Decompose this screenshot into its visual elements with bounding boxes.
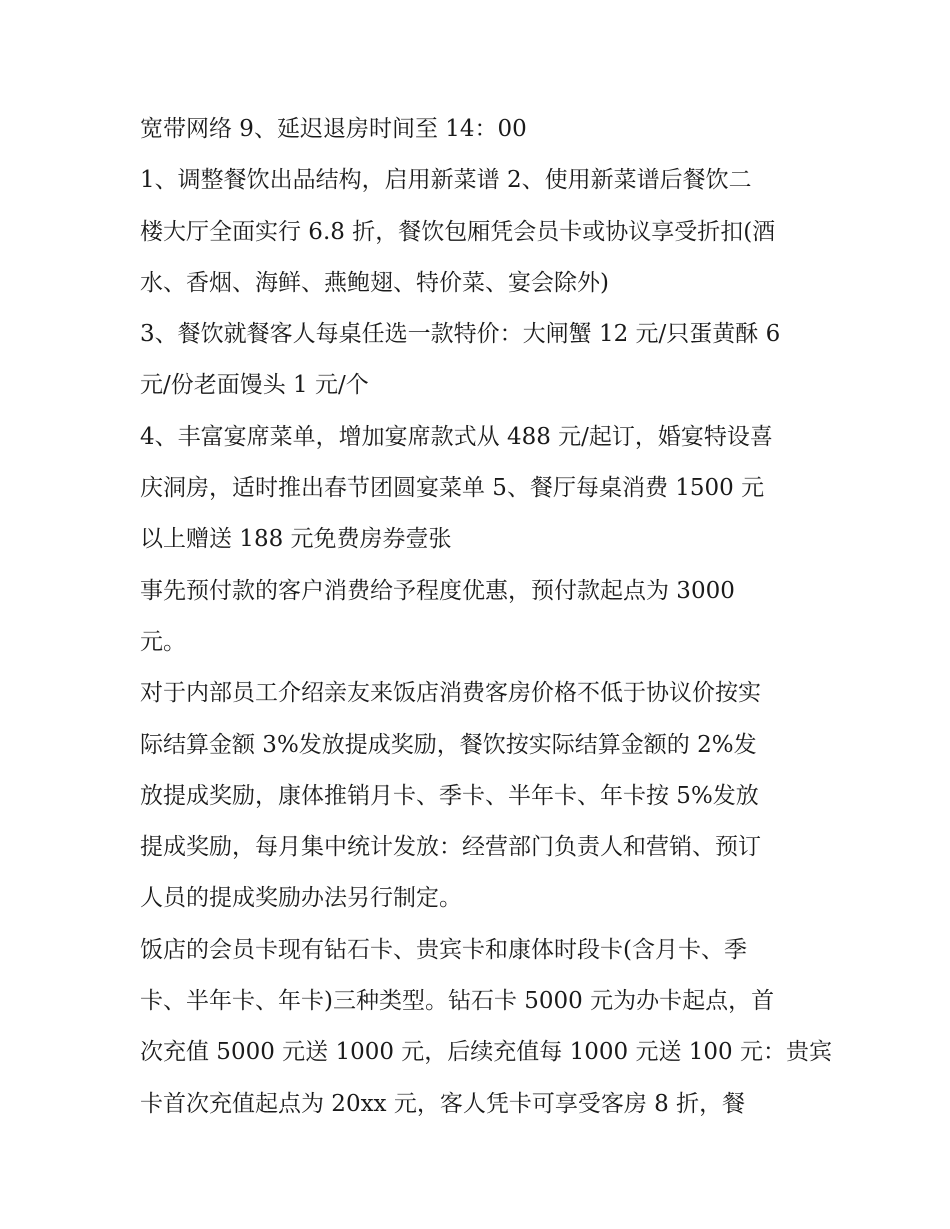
text-line: 1、调整餐饮出品结构，启用新菜谱 2、使用新菜谱后餐饮二 [140,167,752,194]
text-line: 放提成奖励，康体推销月卡、季卡、半年卡、年卡按 5%发放 [140,782,759,809]
text-line: 3、餐饮就餐客人每桌任选一款特价：大闸蟹 12 元/只蛋黄酥 6 [140,321,781,348]
text-line: 元。 [140,628,186,655]
document-body [140,104,832,1130]
text-line: 4、丰富宴席菜单，增加宴席款式从 488 元/起订，婚宴特设喜 [140,423,773,450]
text-line: 饭店的会员卡现有钻石卡、贵宾卡和康体时段卡(含月卡、季 [140,936,747,963]
text-line: 楼大厅全面实行 6.8 折，餐饮包厢凭会员卡或协议享受折扣(酒 [140,218,776,245]
text-line: 宽带网络 9、延迟退房时间至 14：00 [140,116,527,142]
text-line: 以上赠送 188 元免费房券壹张 [140,526,452,553]
text-line: 提成奖励，每月集中统计发放：经营部门负责人和营销、预订 [140,834,761,861]
text-line: 人员的提成奖励办法另行制定。 [140,885,462,912]
text-line: 庆洞房，适时推出春节团圆宴菜单 5、餐厅每桌消费 1500 元 [140,475,765,502]
text-line: 际结算金额 3%发放提成奖励，餐饮按实际结算金额的 2%发 [140,731,757,758]
text-line: 事先预付款的客户消费给予程度优惠，预付款起点为 3000 [140,577,735,604]
text-line: 对于内部员工介绍亲友来饭店消费客房价格不低于协议价按实 [140,680,761,707]
text-line: 水、香烟、海鲜、燕鲍翅、特价菜、宴会除外) [140,269,609,296]
text-line: 元/份老面馒头 1 元/个 [140,372,369,399]
text-line: 次充值 5000 元送 1000 元，后续充值每 1000 元送 100 元：贵宾 [140,1039,832,1066]
text-line: 卡、半年卡、年卡)三种类型。钻石卡 5000 元为办卡起点，首 [140,988,775,1015]
text-line: 卡首次充值起点为 20xx 元，客人凭卡可享受客房 8 折，餐 [140,1090,746,1117]
